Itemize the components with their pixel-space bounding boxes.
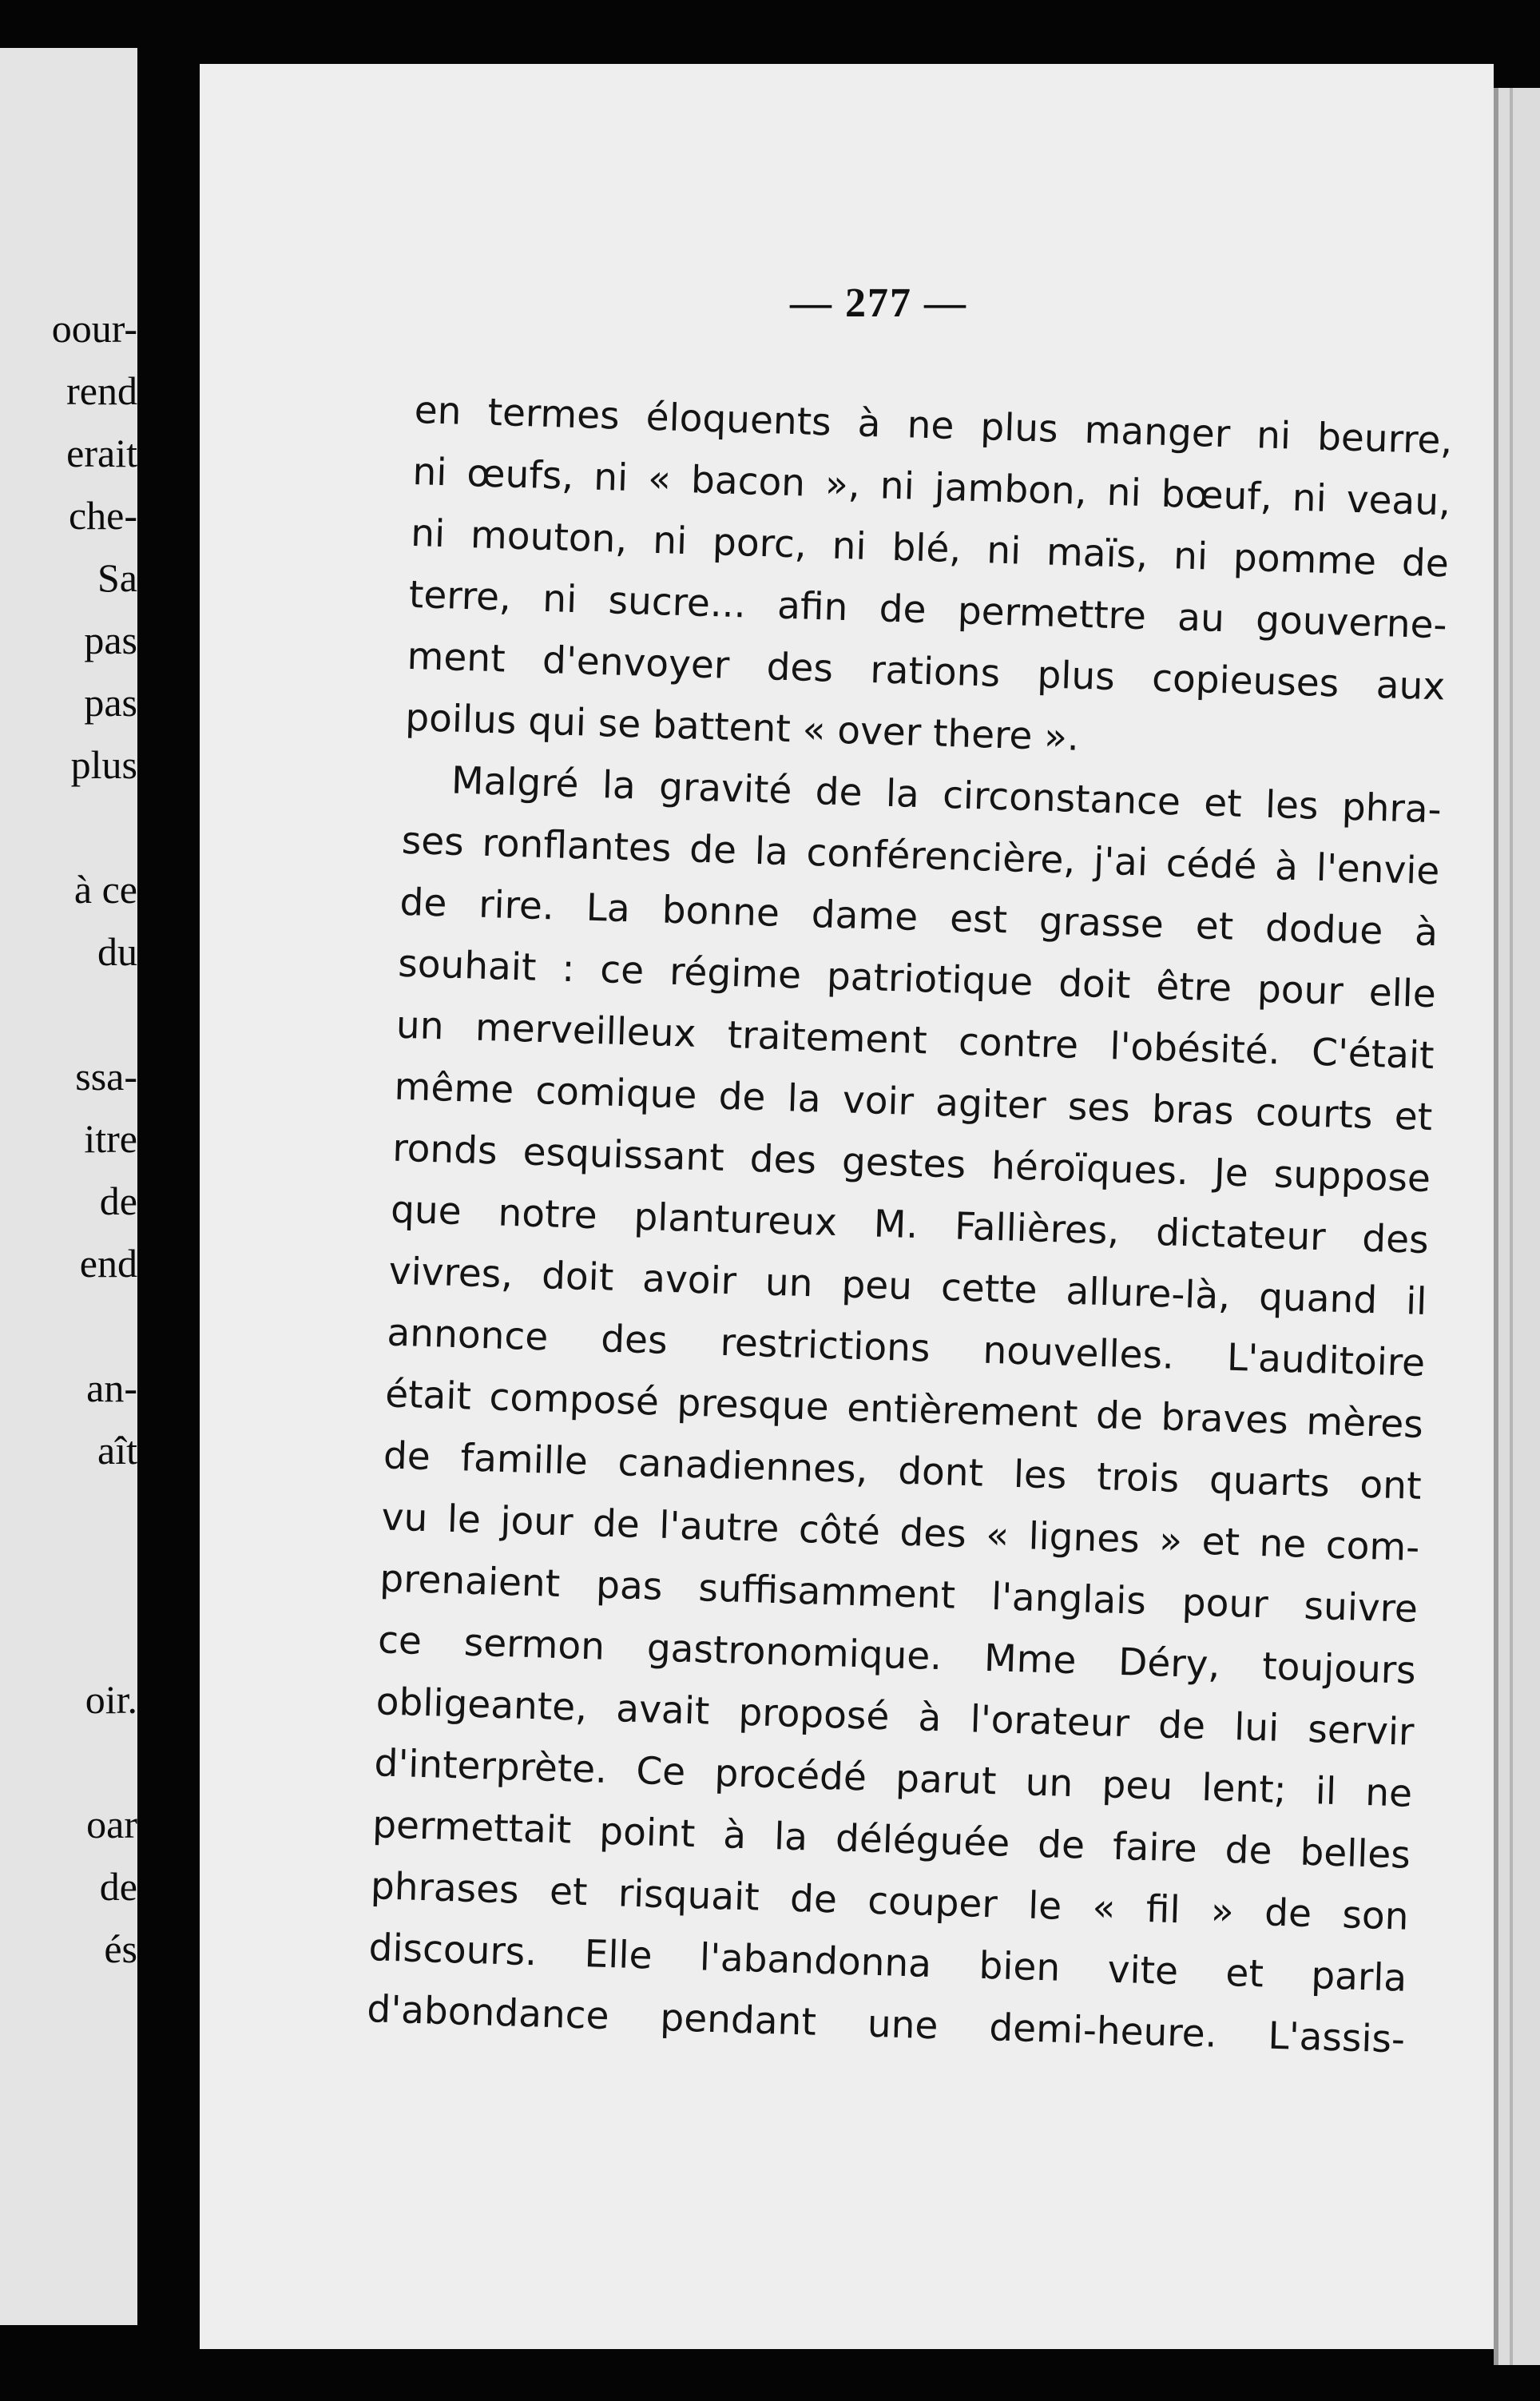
text-line: ronds esquissant des gestes héroïques. Je suppose [391,1126,1431,1202]
left-page-line: de [99,1179,137,1223]
left-page-line: erait [66,431,137,475]
text-line: ni œufs, ni « bacon », ni jambon, ni bœuf, ni veau, [411,449,1451,525]
text-line: phrases et risquait de couper le « fil » de son [370,1864,1410,1939]
text-line: de famille canadiennes, dont les trois quarts ont [383,1433,1423,1509]
left-page-line: rend [66,368,137,413]
text-line: obligeante, avait proposé à l'orateur de lui servir [375,1680,1415,1755]
current-page [200,64,1494,2349]
body-text [366,380,1453,2071]
text-line: prenaient pas suffisamment l'anglais pour suivre [379,1556,1419,1632]
left-page-line: pas [84,680,137,725]
left-page-line: itre [84,1116,137,1161]
text-line: poilus qui se battent « over there ». [404,695,1080,760]
left-page-line: plus [70,742,137,787]
left-page-line: oour- [51,306,137,351]
left-page-line: és [104,1926,137,1971]
text-line: permettait point à la déléguée de faire de belles [371,1803,1411,1878]
text-line: même comique de la voir agiter ses bras courts et [393,1064,1433,1140]
book-binding-gutter [137,48,201,2349]
text-line: ni mouton, ni porc, ni blé, ni maïs, ni pomme de [410,511,1450,586]
text-line: était composé presque entièrement de braves mères [384,1372,1424,1447]
text-line: un merveilleux traitement contre l'obésité. C'était [395,1003,1435,1079]
left-page-line: du [97,929,137,974]
text-line: annonce des restrictions nouvelles. L'auditoire [386,1310,1426,1386]
text-line: ce sermon gastronomique. Mme Déry, toujours [377,1618,1417,1693]
text-line: Malgré la gravité de la circonstance et les phra- [450,758,1443,833]
left-page-line: à ce [73,867,137,912]
left-page-line: oar [86,1802,137,1846]
text-line: en termes éloquents à ne plus manger ni beurre, [414,388,1454,463]
text-line: ses ronflantes de la conférencière, j'ai cédé à l'envie [401,818,1441,894]
page-stack-edge [1494,88,1540,2365]
left-page-line: ssa- [75,1054,137,1099]
left-page-line: oir. [85,1677,137,1722]
left-page-line: pas [84,618,137,662]
text-line: de rire. La bonne dame est grasse et dodue à [399,880,1439,956]
page-number: — 277 — [790,280,967,326]
text-line: discours. Elle l'abandonna bien vite et parla [367,1926,1407,2001]
text-line: terre, ni sucre... afin de permettre au gouverne- [408,572,1448,648]
text-line: d'abondance pendant une demi-heure. L'assis- [366,1987,1406,2062]
left-page-line: de [99,1864,137,1909]
text-line: ment d'envoyer des rations plus copieuses aux [406,634,1446,710]
left-page-line: end [79,1241,137,1286]
text-line: que notre plantureux M. Fallières, dictateur des [390,1187,1430,1263]
left-page-line: che- [68,493,137,538]
left-page-line: aît [97,1428,137,1473]
left-page-line: Sa [97,555,137,600]
text-line: vu le jour de l'autre côté des « lignes » et ne com- [380,1495,1420,1570]
text-line: vivres, doit avoir un peu cette allure-là, quand il [388,1249,1428,1325]
text-line: d'interprète. Ce procédé parut un peu lent; il ne [373,1741,1413,1816]
text-line: souhait : ce régime patriotique doit être pour elle [397,941,1437,1017]
left-page-line: an- [86,1365,137,1410]
